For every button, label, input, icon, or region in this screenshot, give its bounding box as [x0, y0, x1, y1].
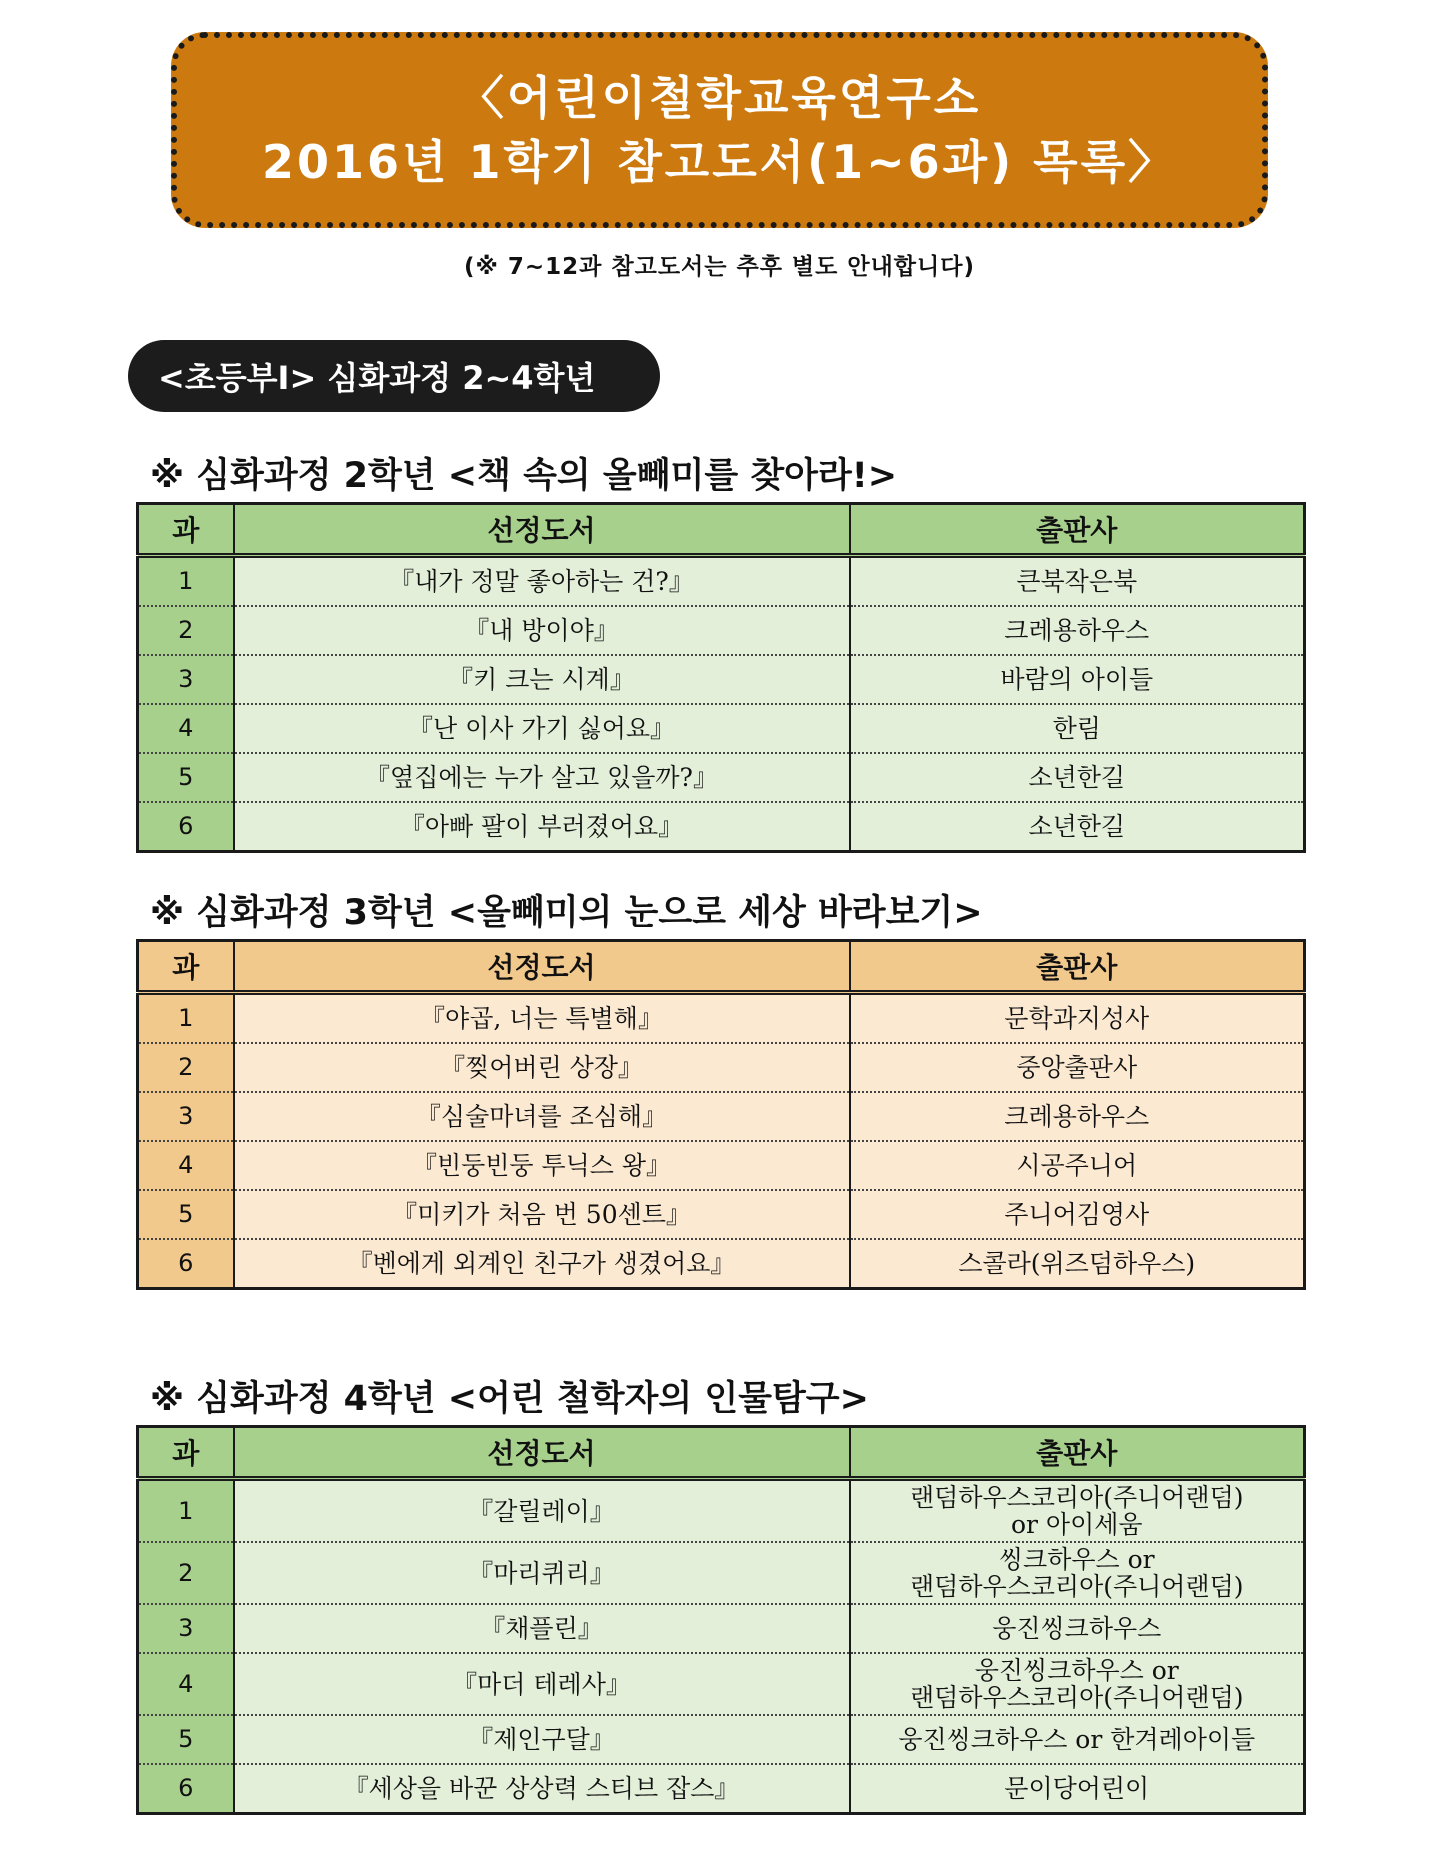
lesson-number: 4 — [138, 1653, 234, 1715]
book-title: 『제인구달』 — [234, 1715, 850, 1764]
division-label: <초등부Ⅰ> 심화과정 2~4학년 — [128, 340, 660, 412]
lesson-number: 4 — [138, 1141, 234, 1190]
book-title: 『채플린』 — [234, 1604, 850, 1653]
title-line-2: 2016년 1학기 참고도서(1~6과) 목록〉 — [261, 135, 1178, 189]
table-row — [138, 655, 1305, 704]
book-title: 『내 방이야』 — [234, 606, 850, 655]
title-banner — [171, 32, 1268, 228]
book-title: 『빈둥빈둥 투닉스 왕』 — [234, 1141, 850, 1190]
table-row — [138, 753, 1305, 802]
book-title: 『옆집에는 누가 살고 있을까?』 — [234, 753, 850, 802]
table-row — [138, 1479, 1305, 1543]
table-header-row — [138, 504, 1305, 556]
book-title: 『심술마녀를 조심해』 — [234, 1092, 850, 1141]
book-title: 『세상을 바꾼 상상력 스티브 잡스』 — [234, 1764, 850, 1814]
table-row — [138, 802, 1305, 852]
lesson-number: 3 — [138, 655, 234, 704]
publisher: 큰북작은북 — [850, 556, 1305, 607]
lesson-number: 2 — [138, 1043, 234, 1092]
lesson-number: 2 — [138, 1542, 234, 1604]
header-lesson: 과 — [138, 504, 234, 556]
table-header-row — [138, 941, 1305, 993]
publisher: 한림 — [850, 704, 1305, 753]
book-table-grade4 — [136, 1425, 1306, 1815]
publisher — [850, 1653, 1305, 1715]
table-row — [138, 1141, 1305, 1190]
publisher: 크레용하우스 — [850, 606, 1305, 655]
book-title: 『키 크는 시계』 — [234, 655, 850, 704]
reference-note: (※ 7~12과 참고도서는 추후 별도 안내합니다) — [464, 254, 975, 280]
publisher: 소년한길 — [850, 802, 1305, 852]
book-title: 『갈릴레이』 — [234, 1479, 850, 1543]
lesson-number: 6 — [138, 1764, 234, 1814]
table-row — [138, 1043, 1305, 1092]
header-lesson: 과 — [138, 1427, 234, 1479]
publisher-line-2: 랜덤하우스코리아(주니어랜덤) — [910, 1683, 1244, 1712]
book-title: 『찢어버린 상장』 — [234, 1043, 850, 1092]
lesson-number: 3 — [138, 1092, 234, 1141]
lesson-number: 1 — [138, 556, 234, 607]
book-title: 『난 이사 가기 싫어요』 — [234, 704, 850, 753]
lesson-number: 6 — [138, 1239, 234, 1289]
table-row — [138, 704, 1305, 753]
publisher: 중앙출판사 — [850, 1043, 1305, 1092]
book-table-grade3 — [136, 939, 1306, 1290]
lesson-number: 5 — [138, 1190, 234, 1239]
table-row — [138, 1542, 1305, 1604]
table-row — [138, 1190, 1305, 1239]
publisher: 소년한길 — [850, 753, 1305, 802]
title-line-1: 〈어린이철학교육연구소 — [457, 71, 982, 125]
publisher — [850, 1479, 1305, 1543]
lesson-number: 1 — [138, 1479, 234, 1543]
publisher — [850, 1542, 1305, 1604]
lesson-number: 4 — [138, 704, 234, 753]
publisher: 웅진씽크하우스 or 한겨레아이들 — [850, 1715, 1305, 1764]
lesson-number: 1 — [138, 993, 234, 1044]
table-row — [138, 1715, 1305, 1764]
table-row — [138, 1764, 1305, 1814]
publisher: 시공주니어 — [850, 1141, 1305, 1190]
publisher-line-2: 랜덤하우스코리아(주니어랜덤) — [910, 1572, 1244, 1601]
book-title: 『벤에게 외계인 친구가 생겼어요』 — [234, 1239, 850, 1289]
lesson-number: 5 — [138, 753, 234, 802]
book-table-grade2 — [136, 502, 1306, 853]
publisher: 바람의 아이들 — [850, 655, 1305, 704]
lesson-number: 3 — [138, 1604, 234, 1653]
book-title: 『미키가 처음 번 50센트』 — [234, 1190, 850, 1239]
section-heading-grade2: ※ 심화과정 2학년 <책 속의 올빼미를 찾아라!> — [150, 456, 898, 496]
header-lesson: 과 — [138, 941, 234, 993]
publisher: 크레용하우스 — [850, 1092, 1305, 1141]
header-book: 선정도서 — [234, 504, 850, 556]
lesson-number: 5 — [138, 1715, 234, 1764]
header-book: 선정도서 — [234, 941, 850, 993]
table-row — [138, 993, 1305, 1044]
publisher-line-1: 웅진씽크하우스 or — [974, 1656, 1179, 1685]
publisher-line-1: 랜덤하우스코리아(주니어랜덤) — [910, 1483, 1244, 1512]
header-publisher: 출판사 — [850, 504, 1305, 556]
publisher: 주니어김영사 — [850, 1190, 1305, 1239]
section-heading-grade3: ※ 심화과정 3학년 <올빼미의 눈으로 세상 바라보기> — [150, 893, 983, 933]
table-row — [138, 1239, 1305, 1289]
publisher-line-2: or 아이세움 — [1010, 1510, 1143, 1539]
publisher: 웅진씽크하우스 — [850, 1604, 1305, 1653]
section-heading-grade4: ※ 심화과정 4학년 <어린 철학자의 인물탐구> — [150, 1379, 869, 1419]
book-title: 『내가 정말 좋아하는 건?』 — [234, 556, 850, 607]
publisher-line-1: 씽크하우스 or — [998, 1545, 1155, 1574]
publisher: 스콜라(위즈덤하우스) — [850, 1239, 1305, 1289]
publisher: 문학과지성사 — [850, 993, 1305, 1044]
table-row — [138, 1604, 1305, 1653]
book-title: 『마더 테레사』 — [234, 1653, 850, 1715]
table-row — [138, 1653, 1305, 1715]
table-row — [138, 606, 1305, 655]
book-title: 『아빠 팔이 부러졌어요』 — [234, 802, 850, 852]
book-title: 『야곱, 너는 특별해』 — [234, 993, 850, 1044]
table-row — [138, 1092, 1305, 1141]
header-book: 선정도서 — [234, 1427, 850, 1479]
book-title: 『마리퀴리』 — [234, 1542, 850, 1604]
table-header-row — [138, 1427, 1305, 1479]
header-publisher: 출판사 — [850, 941, 1305, 993]
lesson-number: 2 — [138, 606, 234, 655]
lesson-number: 6 — [138, 802, 234, 852]
table-row — [138, 556, 1305, 607]
publisher: 문이당어린이 — [850, 1764, 1305, 1814]
header-publisher: 출판사 — [850, 1427, 1305, 1479]
